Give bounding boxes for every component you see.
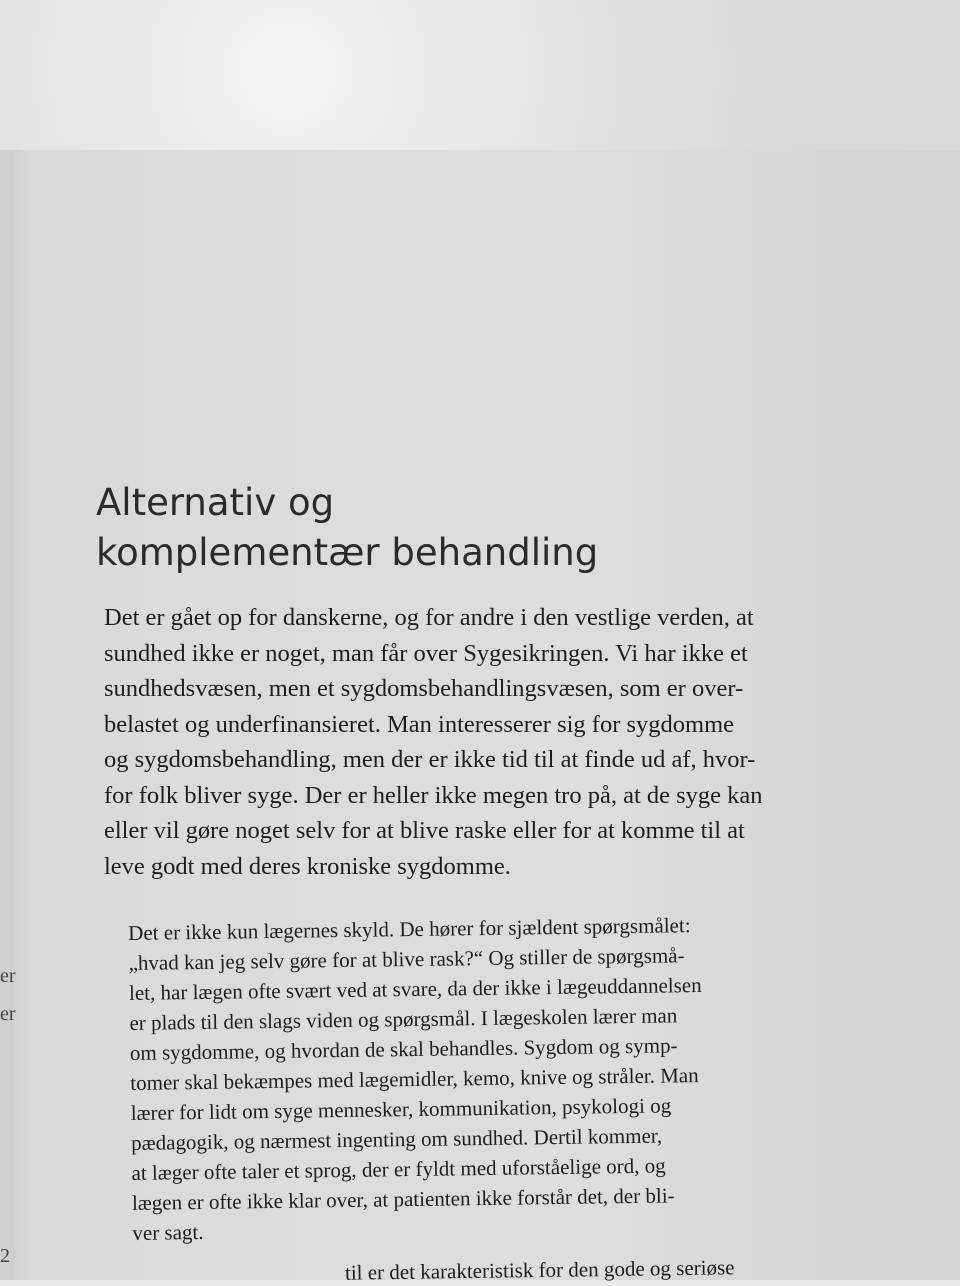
chapter-heading: [96, 478, 598, 578]
facing-page-fragment: er: [0, 1003, 16, 1025]
text-line: Det er ikke kun lægernes skyld. De hører for sjældent spørgsmålet:: [128, 913, 691, 945]
heading-line: komplementær behandling: [96, 531, 599, 574]
text-line: ver sagt.: [132, 1219, 204, 1245]
text-line: let, har lægen ofte svært ved at svare, da der ikke i lægeuddannelsen: [128, 972, 702, 1005]
text-line: og sygdomsbehandling, men der er ikke tid til at finde ud af, hvor-: [104, 746, 756, 773]
text-line: tomer skal bekæmpes med lægemidler, kemo, knive og stråler. Man: [130, 1063, 699, 1095]
text-line: om sygdomme, og hvordan de skal behandles. Sygdom og symp-: [129, 1033, 678, 1065]
text-line: Det er gået op for danskerne, og for andre i den vestlige verden, at: [104, 604, 754, 631]
intro-paragraph: [104, 600, 763, 884]
text-line: leve godt med deres kroniske sygdomme.: [104, 852, 511, 880]
text-line: at læger ofte taler et sprog, der er fyldt med uforståelige ord, og: [131, 1153, 666, 1185]
text-line: sundhed ikke er noget, man får over Sygesikringen. Vi har ikke et: [104, 639, 748, 667]
text-line: for folk bliver syge. Der er heller ikke megen tro på, at de syge kan: [104, 781, 763, 809]
wall-background: [0, 0, 960, 175]
text-line: pædagogik, og nærmest ingenting om sundhed. Dertil kommer,: [130, 1123, 663, 1155]
facing-page-fragment: er: [0, 965, 16, 987]
facing-page-fragment: 2: [0, 1245, 10, 1267]
facing-page-edge: [0, 150, 14, 1280]
text-line: lægen er ofte ikke klar over, at patienten ikke forstår det, der bli-: [131, 1183, 675, 1215]
body-paragraph: [128, 910, 705, 1248]
text-line: belastet og underfinansieret. Man interesserer sig for sygdomme: [104, 710, 735, 738]
text-line: sundhedsvæsen, men et sygdomsbehandlingsvæsen, som er over-: [104, 675, 744, 702]
text-line: lærer for lidt om syge mennesker, kommunikation, psykologi og: [130, 1093, 672, 1125]
text-line: er plads til den slags viden og spørgsmål. I lægeskolen lærer man: [129, 1003, 678, 1035]
heading-line: Alternativ og: [96, 481, 335, 524]
partial-line: til er det karakteristisk for den gode og seriøse: [344, 1255, 735, 1285]
text-line: „hvad kan jeg selv gøre for at blive rask?“ Og stiller de spørgsmå-: [128, 943, 685, 975]
text-line: eller vil gøre noget selv for at blive raske eller for at komme til at: [104, 817, 745, 844]
